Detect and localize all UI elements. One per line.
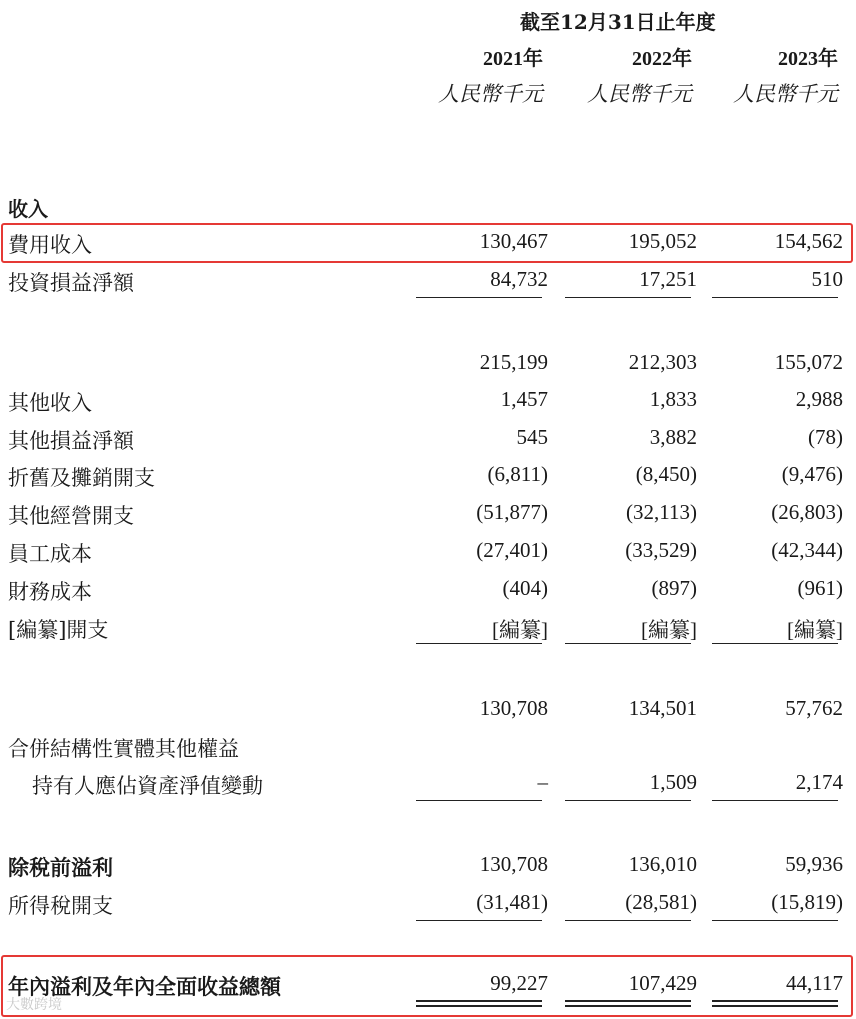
profit-before-tax-2022: 136,010 — [628, 852, 697, 876]
underline — [565, 920, 691, 921]
watermark: 大數跨境 — [6, 997, 62, 1013]
other-income-2022: 1,833 — [649, 387, 697, 411]
underline — [712, 297, 838, 298]
other-operating-2022: (32,113) — [626, 500, 697, 524]
underline — [712, 643, 838, 644]
finance-cost-2022: (897) — [651, 576, 697, 600]
section-income: 收入 — [8, 197, 48, 221]
subtotal1-2023: 155,072 — [774, 350, 843, 374]
underline — [565, 643, 691, 644]
depreciation-2023: (9,476) — [781, 462, 843, 486]
unit-2021: 人民幣千元 — [438, 82, 543, 106]
underline — [712, 920, 838, 921]
other-net-2022: 3,882 — [649, 425, 697, 449]
row-label-other-income: 其他收入 — [8, 391, 92, 415]
net-investment-2022: 17,251 — [639, 267, 697, 291]
other-net-2023: (78) — [808, 425, 843, 449]
double-underline — [712, 1000, 838, 1007]
other-net-2021: 545 — [516, 425, 548, 449]
profit-before-tax-2021: 130,708 — [479, 852, 548, 876]
underline — [416, 297, 542, 298]
staff-cost-2023: (42,344) — [771, 538, 843, 562]
row-label-other-operating: 其他經營開支 — [8, 504, 134, 528]
subtotal2-2021: 130,708 — [479, 696, 548, 720]
redacted-expense-2023: [編纂] — [787, 618, 843, 642]
underline — [712, 800, 838, 801]
structured-entities-2021: – — [537, 770, 548, 794]
unit-2022: 人民幣千元 — [587, 82, 692, 106]
other-operating-2021: (51,877) — [476, 500, 548, 524]
net-investment-2023: 510 — [811, 267, 843, 291]
row-label-redacted-expense: [編纂]開支 — [8, 618, 109, 642]
row-label-total: 年內溢利及年內全面收益總額 — [8, 974, 281, 999]
other-income-2023: 2,988 — [795, 387, 843, 411]
income-tax-2023: (15,819) — [771, 890, 843, 914]
row-label-income-tax: 所得稅開支 — [8, 894, 113, 918]
row-label-fee-income: 費用收入 — [8, 233, 92, 257]
year-2023: 2023年 — [778, 48, 838, 70]
subtotal2-2022: 134,501 — [628, 696, 697, 720]
row-label-net-investment: 投資損益淨額 — [8, 271, 134, 295]
other-operating-2023: (26,803) — [771, 500, 843, 524]
subtotal1-2022: 212,303 — [628, 350, 697, 374]
row-label-structured-entities-2: 持有人應佔資產淨值變動 — [32, 774, 263, 798]
period-heading: 截至12月31日止年度 — [520, 10, 716, 34]
subtotal2-2023: 57,762 — [785, 696, 843, 720]
total-2023: 44,117 — [786, 971, 843, 995]
finance-cost-2023: (961) — [797, 576, 843, 600]
staff-cost-2022: (33,529) — [625, 538, 697, 562]
total-2022: 107,429 — [628, 971, 697, 995]
year-2021: 2021年 — [483, 48, 543, 70]
depreciation-2021: (6,811) — [487, 462, 548, 486]
depreciation-2022: (8,450) — [635, 462, 697, 486]
staff-cost-2021: (27,401) — [476, 538, 548, 562]
redacted-expense-2022: [編纂] — [641, 618, 697, 642]
underline — [416, 643, 542, 644]
row-label-finance-cost: 財務成本 — [8, 580, 92, 604]
fee-income-2023: 154,562 — [774, 229, 843, 253]
row-label-staff-cost: 員工成本 — [8, 542, 92, 566]
income-tax-2022: (28,581) — [625, 890, 697, 914]
underline — [416, 920, 542, 921]
profit-before-tax-2023: 59,936 — [785, 852, 843, 876]
unit-2023: 人民幣千元 — [733, 82, 838, 106]
structured-entities-2023: 2,174 — [795, 770, 843, 794]
total-2021: 99,227 — [490, 971, 548, 995]
row-label-structured-entities-1: 合併結構性實體其他權益 — [8, 737, 239, 761]
underline — [565, 800, 691, 801]
net-investment-2021: 84,732 — [490, 267, 548, 291]
other-income-2021: 1,457 — [500, 387, 548, 411]
row-label-depreciation: 折舊及攤銷開支 — [8, 466, 155, 490]
year-2022: 2022年 — [632, 48, 692, 70]
subtotal1-2021: 215,199 — [479, 350, 548, 374]
fee-income-2021: 130,467 — [479, 229, 548, 253]
underline — [565, 297, 691, 298]
double-underline — [416, 1000, 542, 1007]
double-underline — [565, 1000, 691, 1007]
income-tax-2021: (31,481) — [476, 890, 548, 914]
structured-entities-2022: 1,509 — [649, 770, 697, 794]
row-label-profit-before-tax: 除稅前溢利 — [8, 855, 113, 880]
underline — [416, 800, 542, 801]
fee-income-2022: 195,052 — [628, 229, 697, 253]
row-label-other-net: 其他損益淨額 — [8, 429, 134, 453]
finance-cost-2021: (404) — [502, 576, 548, 600]
redacted-expense-2021: [編纂] — [492, 618, 548, 642]
